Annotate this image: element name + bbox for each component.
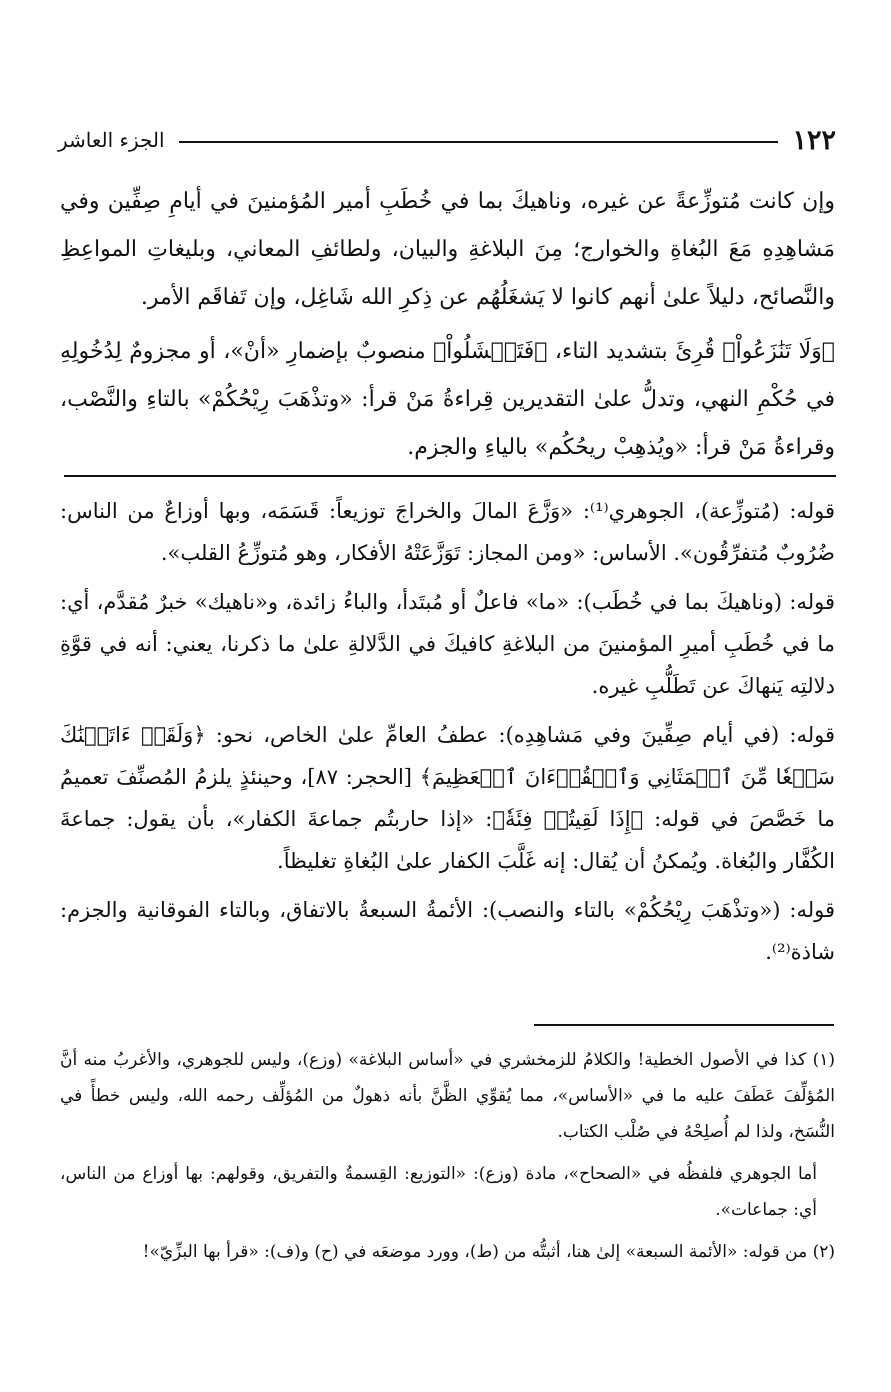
commentary (60, 490, 835, 980)
commentary-paragraph: قوله: («وتذْهَبَ رِيْحُكُمْ» بالتاء والنصب): الأئمةُ السبعةُ بالاتفاق، وبالتاء الفوقانية والجزم: شاذة⁽²⁾. (60, 898, 835, 964)
footnote: (١) كذا في الأصول الخطية! والكلامُ للزمخشري في «أساس البلاغة» (وزع)، وليس للجوهري، والأغربُ منه أنَّ المُؤلِّفَ عَطَفَ عليه ما في «الأساس»، مما يُقوِّي الظَّنَّ بأنه ذهولٌ من المُؤلِّف رحمه الله، وليس خطأً في النُّسَخ، ولذا لم أُصلِحْهُ في صُلْب الكتاب. (60, 1050, 835, 1142)
commentary-paragraph: قوله: (وناهيكَ بما في خُطَب): «ما» فاعلٌ أو مُبتَدأ، والباءُ زائدة، و«ناهيك» خبرٌ مُقدَّم، أي: ما في خُطَبِ أميرِ المؤمنينَ من البلاغةِ كافيكَ في الدَّلالةِ علىٰ ما ذكرنا، يعني: أنه في قوَّةِ دلالتِه يَنهاكَ عن تَطَلُّبِ غيره. (60, 590, 835, 698)
footnote: أما الجوهري فلفظُه في «الصحاح»، مادة (وزع): «التوزيع: القِسمةُ والتفريق، وقولهم: بها أوزاع من الناس، أي: جماعات». (60, 1164, 817, 1220)
page-header (58, 120, 836, 160)
header-rule (179, 141, 779, 143)
main-paragraph: ﴿وَلَا تَنَٰزَعُواْ﴾ قُرِئَ بتشديد التاء، ﴿فَتَفۡشَلُواْ﴾ منصوبٌ بإضمارِ «أنْ»، أو مجزومٌ لِدُخُولِهِ في حُكْمِ النهي، وتدلُّ علىٰ التقديرين قِراءةُ مَنْ قرأ: «وتذْهَبَ رِيْحُكُمْ» بالتاءِ والنَّصْب، وقراءةُ مَنْ قرأ: «ويُذهِبْ ريحُكُم» بالياءِ والجزم. (60, 339, 835, 460)
page-number: ١٢٢ (792, 124, 836, 156)
running-head: الجزء العاشر (58, 128, 165, 152)
main-paragraph: وإن كانت مُتوزِّعةً عن غيره، وناهيكَ بما في خُطَبِ أمير المُؤمنينَ في أيامِ صِفِّين وفي مَشاهِدِهِ مَعَ البُغاةِ والخوارج؛ مِنَ البلاغةِ والبيان، ولطائفِ المعاني، وبليغاتِ المواعِظِ والنَّصائح، دليلاً علىٰ أنهم كانوا لا يَشغَلُهُم عن ذِكرِ الله شَاغِل، وإن تَفاقَم الأمر. (60, 189, 835, 310)
commentary-paragraph: قوله: (في أيام صِفِّينَ وفي مَشاهِدِه): عطفُ العامِّ علىٰ الخاص، نحو: ﴿وَلَقَدۡ ءَاتَيۡنَٰكَ سَبۡعٗا مِّنَ ٱلۡمَثَانِي وَٱلۡقُرۡءَانَ ٱلۡعَظِيمَ﴾ [الحجر: ٨٧]، وحينئذٍ يلزمُ المُصنِّفَ تعميمُ ما خَصَّصَ في قوله: ﴿إِذَا لَقِيتُمۡ فِئَةٗ﴾: «إذا حاربتُم جماعةَ الكفار»، بأن يقول: جماعةَ الكُفَّار والبُغاة. ويُمكنُ أن يُقال: إنه غَلَّبَ الكفار علىٰ البُغاةِ تغليظاً. (60, 723, 835, 873)
footnote-divider (534, 1024, 834, 1026)
main-divider (64, 475, 836, 477)
commentary-paragraph: قوله: (مُتوزِّعة)، الجوهري⁽¹⁾: «وَزَّعَ المالَ والخراجَ توزيعاً: قَسَمَه، وبها أوزاعٌ من الناس: ضُرُوبٌ مُتفرِّقُون». الأساس: «ومن المجاز: تَوَزَّعَتْهُ الأفكار، وهو مُتوزِّعُ القلب». (60, 499, 835, 565)
footnotes (60, 1042, 835, 1276)
footnote: (٢) من قوله: «الأئمة السبعة» إلىٰ هنا، أثبتُّه من (ط)، وورد موضعَه في (ح) و(ف): «قرأ بها البزِّيّ»! (142, 1242, 835, 1262)
main-text (60, 178, 835, 478)
